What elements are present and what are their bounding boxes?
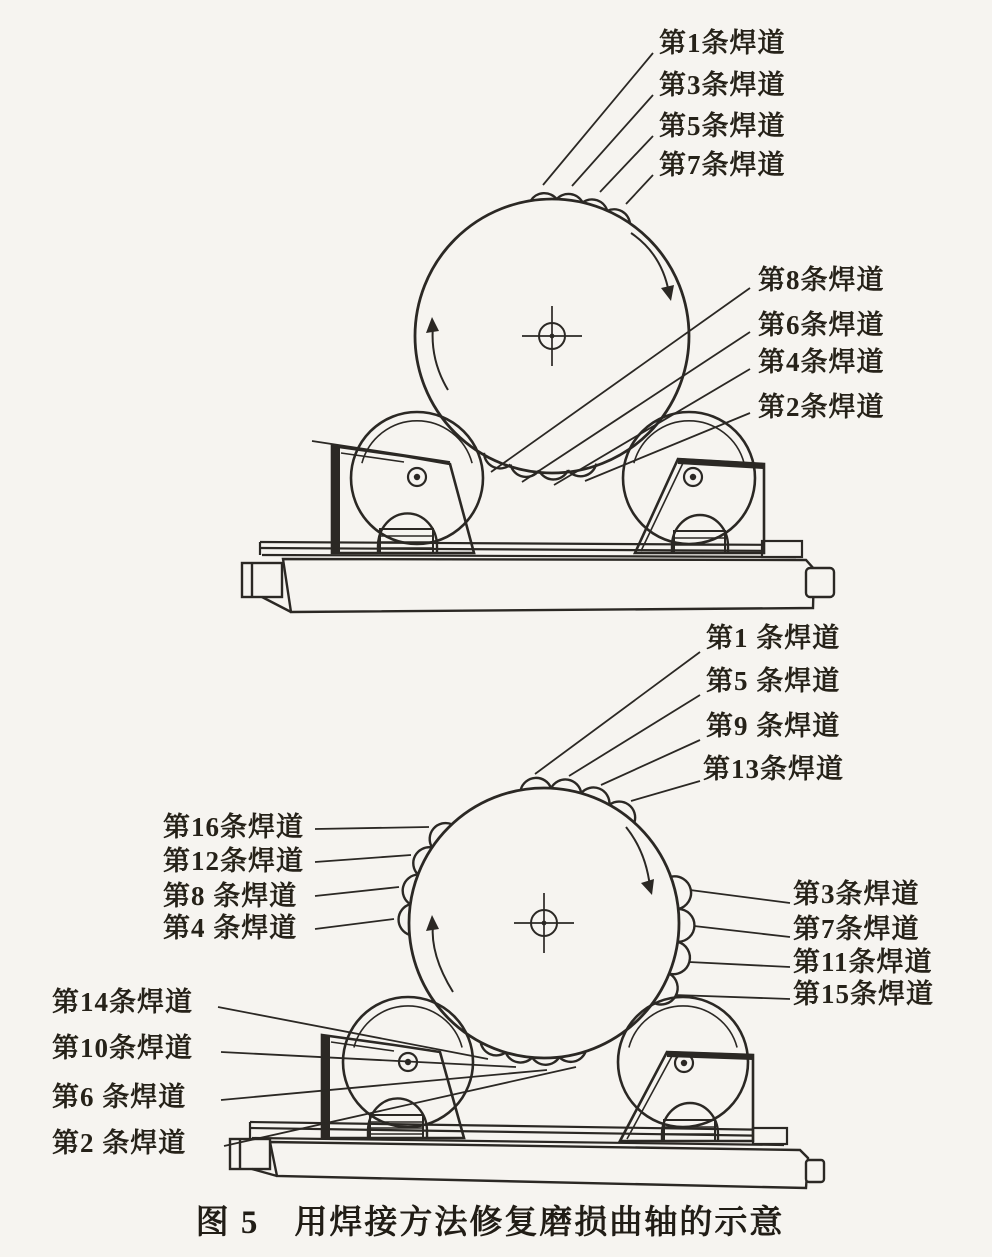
weld-pass-label-2: 第2条焊道 <box>758 392 885 422</box>
weld-pass-label-b8: 第8 条焊道 <box>163 881 298 911</box>
weld-pass-label-b3: 第3条焊道 <box>793 879 920 909</box>
weld-pass-label-b13: 第13条焊道 <box>703 754 844 784</box>
weld-pass-label-b15: 第15条焊道 <box>793 979 934 1009</box>
weld-pass-label-1: 第1条焊道 <box>659 28 786 58</box>
leader-lines-bottom <box>218 652 790 1146</box>
weld-beads-bottom-lower <box>481 1042 586 1065</box>
base-rail-top <box>260 541 802 557</box>
weld-pass-label-b5: 第5 条焊道 <box>706 666 841 696</box>
weld-pass-label-3: 第3条焊道 <box>659 70 786 100</box>
weld-pass-label-b6: 第6 条焊道 <box>52 1082 187 1112</box>
weld-pass-label-b4: 第4 条焊道 <box>163 913 298 943</box>
bracket-right-top <box>635 459 764 553</box>
weld-beads-top-lower <box>484 453 596 480</box>
weld-pass-label-4: 第4条焊道 <box>758 347 885 377</box>
weld-beads-bottom-upper <box>521 778 636 823</box>
rotation-arrows-bottom <box>426 827 654 992</box>
base-slab-top <box>242 559 834 612</box>
workpiece-shaft-top <box>415 199 689 473</box>
weld-pass-label-b1: 第1 条焊道 <box>706 623 841 653</box>
weld-pass-label-8: 第8条焊道 <box>758 265 885 295</box>
weld-pass-label-b9: 第9 条焊道 <box>706 711 841 741</box>
rotation-arrows-top <box>426 233 674 390</box>
weld-beads-top-upper <box>531 193 630 223</box>
weld-pass-label-b14: 第14条焊道 <box>52 987 193 1017</box>
weld-pass-label-b11: 第11条焊道 <box>793 947 933 977</box>
workpiece-shaft-bottom <box>409 788 679 1058</box>
weld-beads-bottom-left <box>399 823 452 935</box>
weld-pass-label-5: 第5条焊道 <box>659 111 786 141</box>
weld-beads-bottom-right <box>653 876 694 1004</box>
weld-pass-label-b7: 第7条焊道 <box>793 914 920 944</box>
weld-pass-label-b2: 第2 条焊道 <box>52 1128 187 1158</box>
weld-pass-label-b16: 第16条焊道 <box>163 812 304 842</box>
weld-pass-label-b10: 第10条焊道 <box>52 1033 193 1063</box>
figure-caption: 图 5 用焊接方法修复磨损曲轴的示意 <box>195 1205 785 1241</box>
weld-pass-label-6: 第6条焊道 <box>758 310 885 340</box>
weld-pass-label-7: 第7条焊道 <box>659 150 786 180</box>
base-slab-bottom <box>230 1139 824 1188</box>
weld-pass-label-b12: 第12条焊道 <box>163 846 304 876</box>
